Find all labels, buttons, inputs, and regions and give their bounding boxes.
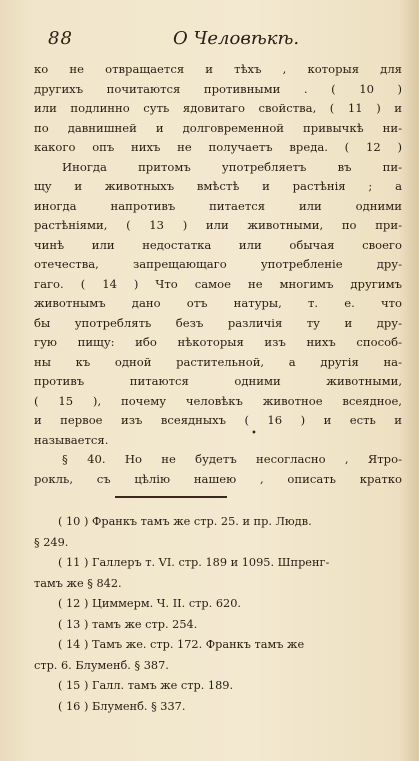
text-line: ( 15 ), почему человѣкъ животное всеядное, — [34, 393, 402, 408]
text-line: щу и животныхъ вмѣстѣ и растѣнія ; а — [34, 179, 402, 193]
text-line: чинѣ или недостатка или обычая своего — [34, 237, 402, 252]
page-number: 88 — [48, 28, 73, 49]
footnote: ( 10 ) Франкъ тамъ же стр. 25. и пр. Людв. — [58, 515, 312, 528]
footnote-divider — [115, 496, 227, 498]
text-line: и первое изъ всеядныхъ ( 16 ) и есть и — [34, 413, 402, 427]
text-line: животнымъ дано отъ натуры, т. е. что — [34, 296, 402, 310]
text-line: гую пищу: ибо нѣкоторыя изъ нихъ способ- — [34, 335, 402, 349]
text-line: какого опъ нихъ не получаетъ вреда. ( 12 ) — [34, 140, 402, 154]
text-line: другихъ почитаются противными . ( 10 ) — [34, 81, 402, 96]
page-header — [0, 28, 419, 52]
text-line: по давнишней и долговременной привычкѣ ни- — [34, 120, 402, 135]
text-line: отечества, запрещающаго употребленіе дру- — [34, 257, 402, 271]
ink-mark: • — [251, 428, 257, 439]
text-line: иногда напротивъ питается или одними — [34, 198, 402, 213]
footnote-continuation: § 249. — [34, 535, 69, 549]
text-line: ны къ одной растительной, а другія на- — [34, 354, 402, 369]
footnote: ( 14 ) Тамъ же. стр. 172. Франкъ тамъ же — [58, 638, 305, 651]
footnotes — [34, 512, 402, 717]
section-heading-line: § 40. Но не будетъ несогласно , Ятро- — [62, 452, 402, 466]
footnote: ( 12 ) Циммерм. Ч. II. стр. 620. — [58, 597, 241, 610]
footnote-continuation: тамъ же § 842. — [34, 576, 122, 590]
footnote: ( 16 ) Блуменб. § 337. — [58, 699, 186, 713]
running-title: О Человѣкѣ. — [173, 28, 300, 49]
text-line: ко не отвращается и тѣхъ , которыя для — [34, 62, 402, 76]
text-line: гаго. ( 14 ) Что самое не многимъ другимъ — [34, 276, 402, 291]
text-line: называется. — [34, 432, 109, 447]
text-line: противъ питаются одними животными, — [34, 374, 402, 388]
text-line: рокль, съ цѣлію нашею , описать кратко — [34, 471, 402, 486]
text-line: бы употреблять безъ различія ту и дру- — [34, 315, 402, 330]
footnote: ( 11 ) Галлеръ т. VI. стр. 189 и 1095. Шпренг- — [58, 556, 330, 569]
footnote-continuation: стр. 6. Блуменб. § 387. — [34, 658, 169, 672]
footnote: ( 13 ) тамъ же стр. 254. — [58, 617, 198, 631]
main-text — [34, 60, 402, 489]
text-line: Иногда притомъ употребляетъ въ пи- — [62, 159, 402, 174]
text-line: или подлинно суть ядовитаго свойства, ( 11 ) и — [34, 101, 402, 115]
footnote: ( 15 ) Галл. тамъ же стр. 189. — [58, 679, 234, 692]
text-line: растѣніями, ( 13 ) или животными, по при- — [34, 218, 402, 232]
